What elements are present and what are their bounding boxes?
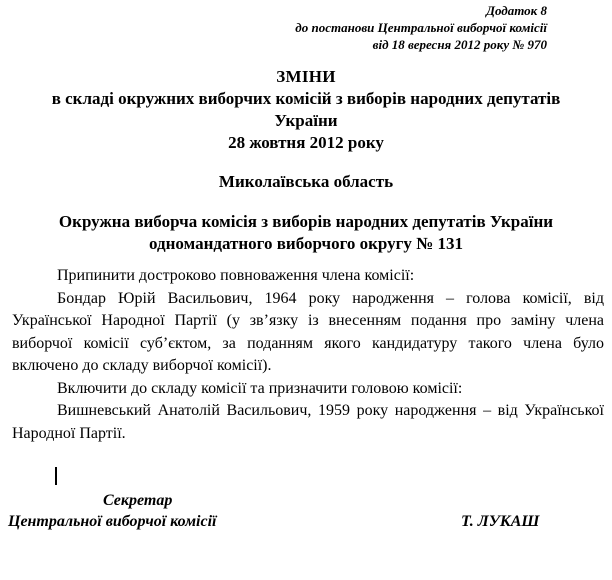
signature-position [8,490,216,532]
title-changes: ЗМІНИ [276,67,336,86]
annex-header [295,2,547,53]
commission-heading [0,211,612,255]
commission-district: одномандатного виборчого округу № 131 [149,234,463,253]
title-country: України [274,111,338,130]
annex-date: від 18 вересня 2012 року № 970 [372,37,547,52]
title-subject: в складі окружних виборчих комісій з виборів народних депутатів [51,89,561,108]
document-body [12,265,604,445]
text-cursor [55,467,57,485]
title-election-date: 28 жовтня 2012 року [228,133,384,152]
signature-title: Секретар [103,492,173,509]
signature-name: Т. ЛУКАШ [461,513,540,530]
signature-organization: Центральної виборчої комісії [8,513,217,530]
paragraph-include: Включити до складу комісії та призначити головою комісії: [57,379,463,397]
annex-resolution: до постанови Центральної виборчої комісії [295,20,547,35]
paragraph-member-removed: Бондар Юрій Васильович, 1964 року народження – голова комісії, від Української Народної Партії (у зв’язку із внесенням подання про заміну члена виборчої комісії суб’єктом, за поданням якого кандидатуру такого члена було включено до складу виборчої комісії). [12,289,604,374]
paragraph-member-added: Вишневський Анатолій Васильович, 1959 року народження – від Української Народної Партії. [12,402,604,442]
commission-name: Окружна виборча комісія з виборів народних депутатів України [58,212,554,231]
annex-number: Додаток 8 [486,3,547,18]
region-heading: Миколаївська область [218,172,394,191]
paragraph-terminate: Припинити достроково повноваження члена комісії: [57,267,415,284]
document-title [0,66,612,154]
